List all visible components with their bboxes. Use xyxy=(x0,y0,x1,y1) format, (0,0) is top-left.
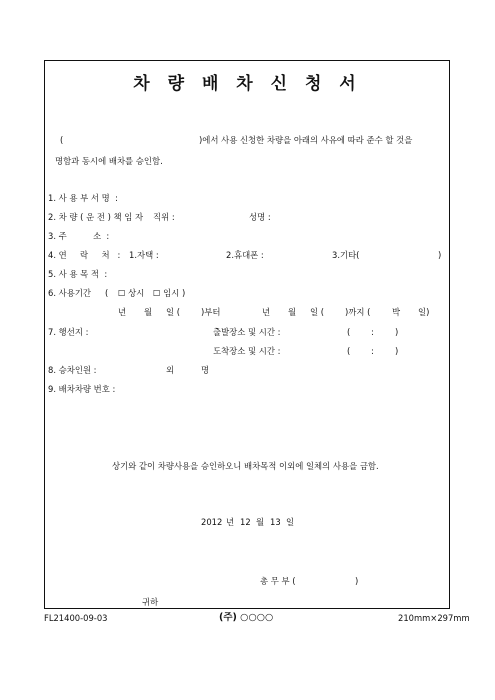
field-dept: 1. 사 용 부 서 명 : xyxy=(48,193,118,203)
field-position: 직위 : xyxy=(153,212,175,222)
depart-time-close: ) xyxy=(395,327,399,337)
field-passengers: 8. 승차인원 : xyxy=(48,365,97,375)
field-period: 6. 사용기간 xyxy=(48,288,92,298)
form-title: 차 량 배 차 신 청 서 xyxy=(133,74,362,94)
field-address-label: 3. 주 xyxy=(48,231,67,241)
field-home-phone: 1.자택 : xyxy=(129,250,159,260)
passengers-unit: 명 xyxy=(201,365,210,375)
date-month: 12 xyxy=(240,517,251,527)
field-vehicle-number: 9. 배차차량 번호 : xyxy=(48,384,116,394)
field-address-label-2: 소 : xyxy=(93,231,110,241)
arrive-time-close: ) xyxy=(395,346,399,356)
field-destination: 7. 행선지 : xyxy=(48,327,89,337)
date-part: 일 ( xyxy=(166,307,181,317)
company-name: (주) ○○○○ xyxy=(219,612,274,623)
form-code: FL21400-09-03 xyxy=(44,613,108,623)
field-mobile: 2.휴대폰 : xyxy=(226,250,264,260)
intro-line-1: )에서 사용 신청한 차량을 아래의 사유에 따라 준수 할 것을 xyxy=(199,135,413,145)
intro-line-2: 명함과 동시에 배차를 승인함. xyxy=(55,156,163,166)
date-part: 년 xyxy=(262,307,271,317)
checkbox-regular[interactable]: ☐ 상시 xyxy=(118,288,145,298)
arrive-time-open: ( xyxy=(347,346,351,356)
department: 총 무 부 ( xyxy=(260,576,296,586)
period-open-paren: ( xyxy=(105,288,109,298)
field-contact: 4. 연 락 처 : xyxy=(48,250,121,260)
date-part: )부터 xyxy=(201,307,221,317)
date-day: 13 xyxy=(270,517,281,527)
passengers-extra: 외 xyxy=(166,365,175,375)
date-part: 박 xyxy=(392,307,401,317)
date-part: 월 xyxy=(288,307,297,317)
date-part: 일 ( xyxy=(310,307,325,317)
checkbox-temporary[interactable]: ☐ 임시 ) xyxy=(153,288,186,298)
approval-statement: 상기와 같이 차량사용을 승인하오니 배차목적 이외에 일체의 사용을 금함. xyxy=(112,461,379,471)
field-manager: 2. 차 량 ( 운 전 ) 책 임 자 xyxy=(48,212,144,222)
date-part: 월 xyxy=(144,307,153,317)
field-depart: 출발장소 및 시간 : xyxy=(213,327,281,337)
department-close: ) xyxy=(355,576,359,586)
date-year-unit: 년 xyxy=(226,517,235,527)
arrive-time-colon: : xyxy=(371,346,374,356)
paper-size: 210mm×297mm xyxy=(398,613,470,623)
intro-open-paren: ( xyxy=(60,135,64,145)
field-arrive: 도착장소 및 시간 : xyxy=(213,346,281,356)
date-part: 일) xyxy=(418,307,430,317)
field-purpose: 5. 사 용 목 적 : xyxy=(48,269,108,279)
recipient: 귀하 xyxy=(142,597,159,607)
depart-time-open: ( xyxy=(347,327,351,337)
field-other-close: ) xyxy=(438,250,442,260)
date-month-unit: 월 xyxy=(256,517,265,527)
date-year: 2012 xyxy=(201,517,223,527)
date-part: )까지 ( xyxy=(345,307,371,317)
date-day-unit: 일 xyxy=(286,517,295,527)
field-name: 성명 : xyxy=(249,212,271,222)
date-part: 년 xyxy=(118,307,127,317)
depart-time-colon: : xyxy=(371,327,374,337)
field-other-contact: 3.기타( xyxy=(332,250,360,260)
